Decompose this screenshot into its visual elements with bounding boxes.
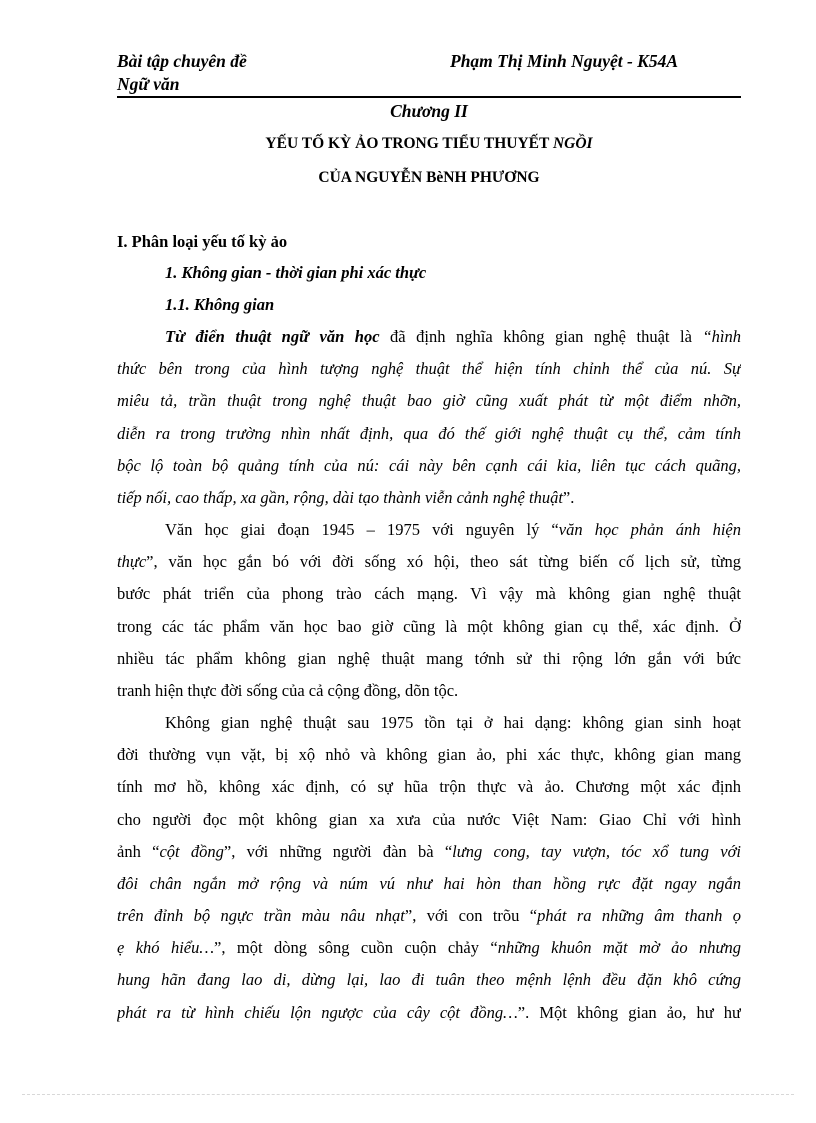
subsection-heading: 1. Không gian - thời gian phi xác thực: [165, 263, 427, 282]
paragraph-1-line: thức bên trong của hình tượng nghệ thuật thể hiện tính chỉnh thể của nú. Sự: [117, 359, 741, 378]
paragraph-1-line: Từ điển thuật ngữ văn học đã định nghĩa không gian nghệ thuật là “hình: [165, 327, 741, 346]
paragraph-1-line: bộc lộ toàn bộ quảng tính của nú: cái này bên cạnh cái kia, liên tục cách quãng,: [117, 456, 741, 475]
paragraph-3-line: ảnh “cột đồng”, với những người đàn bà “lưng cong, tay vượn, tóc xổ tung với: [117, 842, 741, 861]
subsubsection-heading: 1.1. Không gian: [165, 295, 275, 314]
section-heading: I. Phân loại yếu tố kỳ ảo: [117, 232, 288, 251]
chapter-title-prefix: YẾU TỐ KỲ ẢO TRONG TIỂU THUYẾT: [265, 135, 550, 152]
paragraph-1-line: tiếp nối, cao thấp, xa gần, rộng, dài tạo thành viễn cảnh nghệ thuật”.: [117, 488, 575, 507]
paragraph-1-line: miêu tả, trần thuật trong nghệ thuật bao giờ cũng xuất phát từ một điểm nhỡn,: [117, 391, 741, 410]
header-subject: Ngữ văn: [117, 74, 180, 94]
paragraph-3-line: Không gian nghệ thuật sau 1975 tồn tại ở hai dạng: không gian sinh hoạt: [165, 713, 741, 732]
page-header: [117, 50, 741, 98]
header-author: Phạm Thị Minh Nguyệt - K54A: [450, 51, 679, 71]
chapter-title-line1: [117, 133, 741, 155]
paragraph-3-line: tính mơ hồ, không xác định, có sự hũa trộn thực và ảo. Chương một xác định: [117, 777, 741, 796]
paragraph-2-line: Văn học giai đoạn 1945 – 1975 với nguyên lý “văn học phản ánh hiện: [165, 520, 741, 539]
paragraph-3-line: phát ra từ hình chiếu lộn ngược của cây cột đồng…”. Một không gian ảo, hư hư: [117, 1003, 741, 1022]
chapter-title-line2: CỦA NGUYỄN BèNH PHƯƠNG: [318, 169, 540, 186]
paragraph-3-line: trên đỉnh bộ ngực trần màu nâu nhạt”, với con trõu “phát ra những âm thanh ọ: [117, 906, 741, 925]
term-dictionary: Từ điển thuật ngữ văn học: [165, 327, 380, 346]
paragraph-3-line: đôi chân ngắn mở rộng và núm vú như hai hòn than hồng rực đặt ngay ngắn: [117, 874, 741, 893]
header-divider: [117, 96, 741, 98]
paragraph-3-line: cho người đọc một không gian xa xưa của nước Việt Nam: Giao Chỉ với hình: [117, 810, 741, 829]
paragraph-3-line: đời thường vụn vặt, bị xộ nhỏ và không gian ảo, phi xác thực, không gian mang: [117, 745, 741, 764]
header-course-title: Bài tập chuyên đề: [117, 51, 247, 71]
paragraph-3-line: ẹ khó hiểu…”, một dòng sông cuồn cuộn chảy “những khuôn mặt mờ ảo nhưng: [117, 938, 741, 957]
paragraph-3-line: hung hãn đang lao di, dừng lại, lao đi tuân theo mệnh lệnh đều đặn khô cứng: [117, 970, 741, 989]
paragraph-2-line: thực”, văn học gắn bó với đời sống xó hội, theo sát từng biến cố lịch sử, từng: [117, 552, 741, 571]
chapter-number: Chương II: [390, 101, 468, 121]
paragraph-2-line: bước phát triển của phong trào cách mạng. Vì vậy mà không gian nghệ thuật: [117, 584, 741, 603]
paragraph-2-line: trong các tác phẩm văn học bao giờ cũng là một không gian cụ thể, xác định. Ở: [117, 617, 741, 636]
chapter-title-book: NGỒI: [552, 135, 593, 152]
paragraph-1-line: diễn ra trong trường nhìn nhất định, qua đó thế giới nghệ thuật cụ thể, cảm tính: [117, 424, 741, 443]
paragraph-2-line: tranh hiện thực đời sống của cả cộng đồng, dõn tộc.: [117, 681, 459, 700]
page-bottom-divider: [22, 1094, 794, 1095]
paragraph-2-line: nhiều tác phẩm không gian nghệ thuật mang tớnh sử thi rộng lớn gắn với bức: [117, 649, 741, 668]
